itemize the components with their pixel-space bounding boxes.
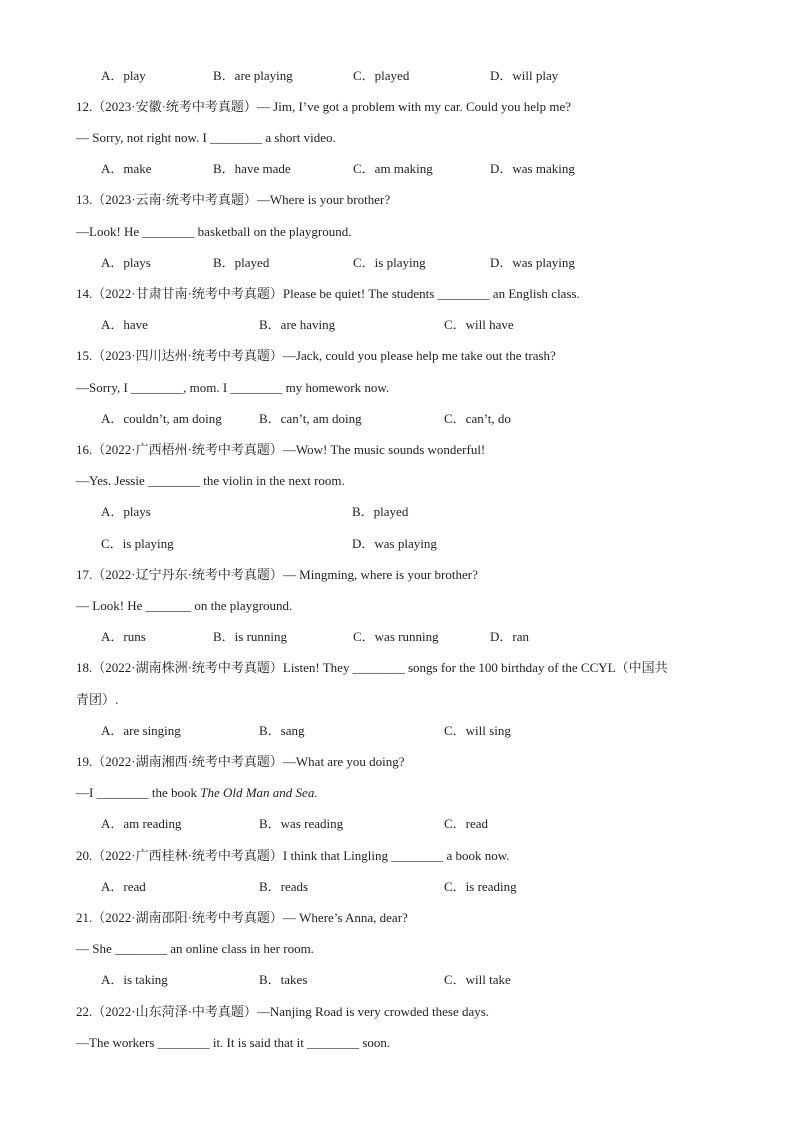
- option-a: A．plays: [101, 504, 151, 519]
- option-c: C．is reading: [444, 879, 517, 894]
- dialogue-text: —I ________ the book: [76, 785, 201, 800]
- book-title: The Old Man and Sea.: [200, 785, 318, 800]
- option-a: A．play: [101, 68, 146, 83]
- dialogue-line: —Look! He ________ basketball on the playground.: [76, 224, 352, 239]
- question-stem: 13.（2023·云南·统考中考真题）—Where is your brother?: [76, 192, 391, 207]
- option-b: B．is running: [213, 629, 288, 644]
- question-stem: 12.（2023·安徽·统考中考真题）— Jim, I’ve got a problem with my car. Could you help me?: [76, 99, 572, 114]
- option-b: B．are having: [259, 317, 336, 332]
- question-stem: 18.（2022·湖南株洲·统考中考真题）Listen! They ________ songs for the 100 birthday of the CCYL（中国共: [76, 660, 668, 675]
- option-a: A．is taking: [101, 972, 168, 987]
- option-d: D．will play: [490, 68, 559, 83]
- option-b: B．played: [213, 255, 270, 270]
- question-stem: 20.（2022·广西桂林·统考中考真题）I think that Lingling ________ a book now.: [76, 848, 510, 863]
- option-d: D．was playing: [490, 255, 575, 270]
- option-a: A．make: [101, 161, 152, 176]
- option-c: C．is playing: [353, 255, 426, 270]
- option-a: A．am reading: [101, 816, 182, 831]
- dialogue-line: —Sorry, I ________, mom. I ________ my homework now.: [76, 380, 390, 395]
- question-stem: 16.（2022·广西梧州·统考中考真题）—Wow! The music sounds wonderful!: [76, 442, 486, 457]
- question-stem: 17.（2022·辽宁丹东·统考中考真题）— Mingming, where is your brother?: [76, 567, 478, 582]
- option-c: C．was running: [353, 629, 439, 644]
- option-a: A．runs: [101, 629, 146, 644]
- option-c: C．will sing: [444, 723, 511, 738]
- option-c: C．will take: [444, 972, 511, 987]
- option-a: A．read: [101, 879, 146, 894]
- dialogue-line: — She ________ an online class in her room.: [76, 941, 314, 956]
- question-stem: 14.（2022·甘肃甘南·统考中考真题）Please be quiet! The students ________ an English class.: [76, 286, 580, 301]
- option-c: C．am making: [353, 161, 433, 176]
- option-b: B．played: [352, 504, 409, 519]
- question-stem: 15.（2023·四川达州·统考中考真题）—Jack, could you please help me take out the trash?: [76, 348, 556, 363]
- option-b: B．reads: [259, 879, 309, 894]
- dialogue-line: [76, 785, 318, 801]
- option-b: B．can’t, am doing: [259, 411, 362, 426]
- option-b: B．sang: [259, 723, 305, 738]
- option-c: C．can’t, do: [444, 411, 511, 426]
- option-d: D．was making: [490, 161, 575, 176]
- dialogue-line: — Look! He _______ on the playground.: [76, 598, 293, 613]
- option-a: A．couldn’t, am doing: [101, 411, 222, 426]
- dialogue-line: — Sorry, not right now. I ________ a short video.: [76, 130, 336, 145]
- option-b: B．have made: [213, 161, 291, 176]
- option-b: B．are playing: [213, 68, 293, 83]
- option-c: C．is playing: [101, 536, 174, 551]
- option-c: C．read: [444, 816, 489, 831]
- question-stem-continued: 青团）.: [76, 692, 119, 707]
- dialogue-line: —The workers ________ it. It is said that it ________ soon.: [76, 1035, 391, 1050]
- option-d: D．ran: [490, 629, 529, 644]
- option-c: C．will have: [444, 317, 514, 332]
- option-d: D．was playing: [352, 536, 437, 551]
- dialogue-line: —Yes. Jessie ________ the violin in the next room.: [76, 473, 345, 488]
- question-stem: 22.（2022·山东菏泽·中考真题）—Nanjing Road is very crowded these days.: [76, 1004, 490, 1019]
- question-stem: 19.（2022·湖南湘西·统考中考真题）—What are you doing?: [76, 754, 405, 769]
- option-c: C．played: [353, 68, 410, 83]
- option-a: A．plays: [101, 255, 151, 270]
- option-b: B．takes: [259, 972, 308, 987]
- question-stem: 21.（2022·湖南邵阳·统考中考真题）— Where’s Anna, dear?: [76, 910, 408, 925]
- option-b: B．was reading: [259, 816, 344, 831]
- option-a: A．are singing: [101, 723, 181, 738]
- option-a: A．have: [101, 317, 148, 332]
